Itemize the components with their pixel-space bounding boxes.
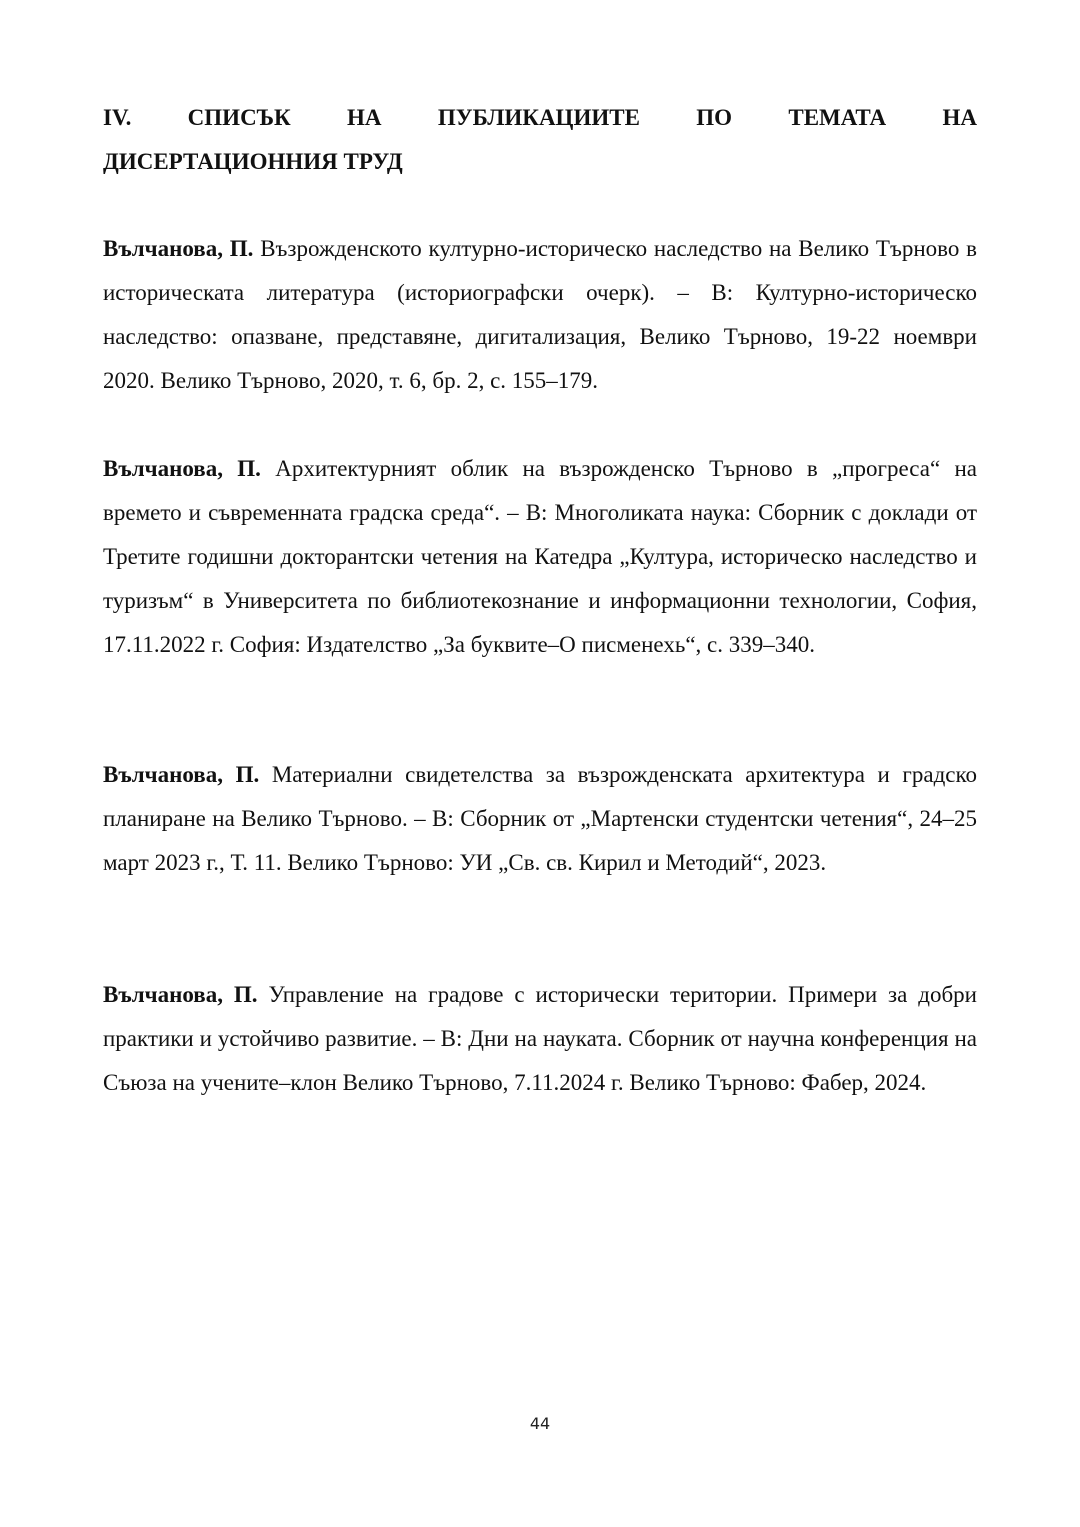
publication-entry: [103, 447, 977, 667]
publication-author: Вълчанова, П.: [103, 456, 261, 481]
publication-text: Управление на градове с исторически територии. Примери за добри практики и устойчиво развитие. – В: Дни на науката. Сборник от научна конференция на Съюза на учените–клон Велико Търново, 7.11.2024 г. Велико Търново: Фабер, 2024.: [103, 982, 977, 1095]
section-heading-line-2: ДИСЕРТАЦИОННИЯ ТРУД: [103, 149, 403, 174]
publication-author: Вълчанова, П.: [103, 236, 254, 261]
publication-entry: [103, 753, 977, 885]
publication-author: Вълчанова, П.: [103, 982, 258, 1007]
page-number: 44: [529, 1414, 551, 1433]
section-heading: [103, 96, 977, 184]
publication-text: Архитектурният облик на възрожденско Търново в „прогреса“ на времето и съвременната градска среда“. – В: Многоликата наука: Сборник с доклади от Третите годишни докторантски четения на Катедра „Култура, историческо наследство и туризъм“ в Университета по библиотекознание и информационни технологии, София, 17.11.2022 г. София: Издателство „За буквите–О писменехь“, с. 339–340.: [103, 456, 977, 657]
section-heading-line-1: IV. СПИСЪК НА ПУБЛИКАЦИИТЕ ПО ТЕМАТА НА: [103, 105, 977, 130]
publication-entry: [103, 973, 977, 1105]
publication-text: Материални свидетелства за възрожденската архитектура и градско планиране на Велико Търново. – В: Сборник от „Мартенски студентски четения“, 24–25 март 2023 г., Т. 11. Велико Търново: УИ „Св. св. Кирил и Методий“, 2023.: [103, 762, 977, 875]
publication-author: Вълчанова, П.: [103, 762, 260, 787]
publication-text: Възрожденското културно-историческо наследство на Велико Търново в историческата литература (историографски очерк). – В: Културно-историческо наследство: опазване, представяне, дигитализация, Велико Търново, 19-22 ноември 2020. Велико Търново, 2020, т. 6, бр. 2, с. 155–179.: [103, 236, 977, 393]
publication-entry: [103, 227, 977, 403]
